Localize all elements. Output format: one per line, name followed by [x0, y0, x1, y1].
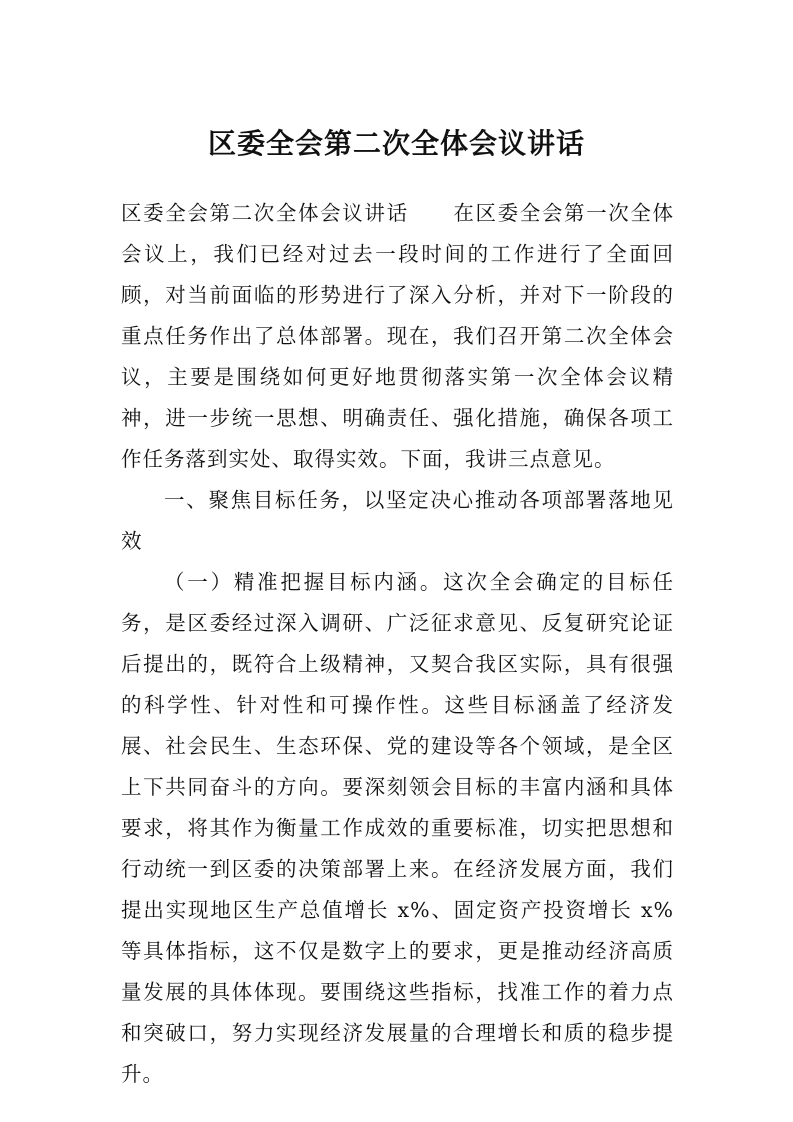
intro-text: 在区委全会第一次全体会议上，我们已经对过去一段时间的工作进行了全面回顾，对当前面临的形势进行了深入分析，并对下一阶段的重点任务作出了总体部署。现在，我们召开第二次全体会议，主要是围绕如何更好地贯彻落实第一次全体会议精神，进一步统一思想、明确责任、强化措施，确保各项工作任务落到实处、取得实效。下面，我讲三点意见。: [121, 201, 675, 471]
document-body: [121, 193, 674, 1095]
subsection-paragraph: （一）精准把握目标内涵。这次全会确定的目标任务，是区委经过深入调研、广泛征求意见、反复研究论证后提出的，既符合上级精神，又契合我区实际，具有很强的科学性、针对性和可操作性。这些目标涵盖了经济发展、社会民生、生态环保、党的建设等各个领域，是全区上下共同奋斗的方向。要深刻领会目标的丰富内涵和具体要求，将其作为衡量工作成效的重要标准，切实把思想和行动统一到区委的决策部署上来。在经济发展方面，我们提出实现地区生产总值增长 x%、固定资产投资增长 x%等具体指标，这不仅是数字上的要求，更是推动经济高质量发展的具体体现。要围绕这些指标，找准工作的着力点和突破口，努力实现经济发展量的合理增长和质的稳步提升。: [121, 570, 674, 1086]
section-heading: 一、聚焦目标任务，以坚定决心推动各项部署落地见效: [121, 488, 674, 553]
intro-paragraph: [121, 193, 674, 480]
page-title: 区委全会第二次全体会议讲话: [207, 127, 585, 160]
intro-heading: 区委全会第二次全体会议讲话: [121, 201, 409, 225]
